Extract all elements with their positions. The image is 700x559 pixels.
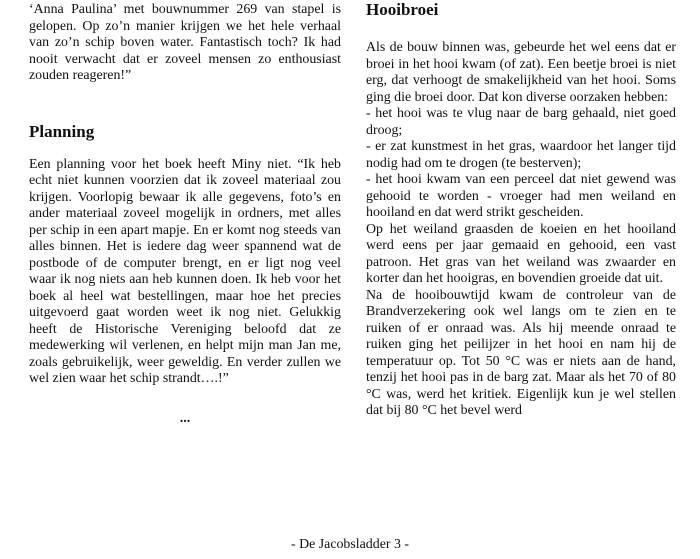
page-footer: - De Jacobsladder 3 - (290, 537, 410, 552)
right-column (366, 0, 676, 420)
left-column (29, 0, 341, 427)
paragraph-bouw: Als de bouw binnen was, gebeurde het wel eens dat er broei in het hooi kwam (of zat). Een beetje broei is niet erg, dat verhoogt de smakelijkheid van het hooi. Soms ging die broei door. Dat kon diverse oorzaken hebben: (366, 40, 676, 105)
bullet-perceel: - het hooi kwam van een perceel dat niet gewend was gehooid te worden - vroeger had men weiland en hooiland en dat werd strikt gescheiden. (366, 172, 676, 220)
heading-planning: Planning (29, 121, 95, 141)
heading-hooibroei: Hooibroei (366, 0, 439, 19)
paragraph-weiland: Op het weiland graasden de koeien en het hooiland werd eens per jaar gemaaid en gehooid, een vast patroon. Het gras van het weiland was zwaarder en korter dan het hooigras, en bovendien groeide dat uit. (366, 221, 676, 286)
bullet-kunstmest: - er zat kunstmest in het gras, waardoor het langer tijd nodig had om te drogen (te besterven); (366, 139, 676, 171)
paragraph-planning: Een planning voor het boek heeft Miny niet. “Ik heb echt niet kunnen voorzien dat ik zoveel materiaal zou krijgen. Voorlopig bewaar ik alle gegevens, foto’s en ander materiaal zoveel mogelijk in ordners, met alles per schip in een apart mapje. En er komt nog steeds van alles binnen. Het is iedere dag weer spannend wat de postbode of de computer brengt, en er ligt nog veel waar ik nog niets aan heb kunnen doen. Ik heb voor het boek al heel wat bestellingen, maar hoe het precies uitgevoerd gaat worden weet ik nog niet. Gelukkig heeft de Historische Vereniging beloofd dat ze medewerking wil verlenen, en helpt mijn man Jan me, zoals gebruikelijk, weer geweldig. En verder zullen we wel zien waar het schip strandt….!” (29, 156, 341, 386)
bullet-hooi-vlug: - het hooi was te vlug naar de barg gehaald, niet goed droog; (366, 106, 676, 138)
section-break-dots: ... (179, 410, 191, 426)
paragraph-controleur: Na de hooibouwtijd kwam de controleur van de Brandverzekering ook wel langs om te zien en te ruiken of er onraad was. Als hij meende onraad te ruiken ging het peilijzer in het hooi en nam hij de temperatuur op. Tot 50 °C was er niets aan de hand, tenzij het hooi pas in de barg zat. Maar als het 70 of 80 °C was, werd het kritiek. Eigenlijk kun je wel stellen dat bij 80 °C het bevel werd (366, 287, 676, 418)
paragraph-anna-paulina: ‘Anna Paulina’ met bouwnummer 269 van stapel is gelopen. Op zo’n manier krijgen we het hele verhaal van zo’n schip boven water. Fantastisch toch? Ik had nooit verwacht dat er zoveel mensen zo enthousiast zouden reageren!” (29, 2, 341, 83)
